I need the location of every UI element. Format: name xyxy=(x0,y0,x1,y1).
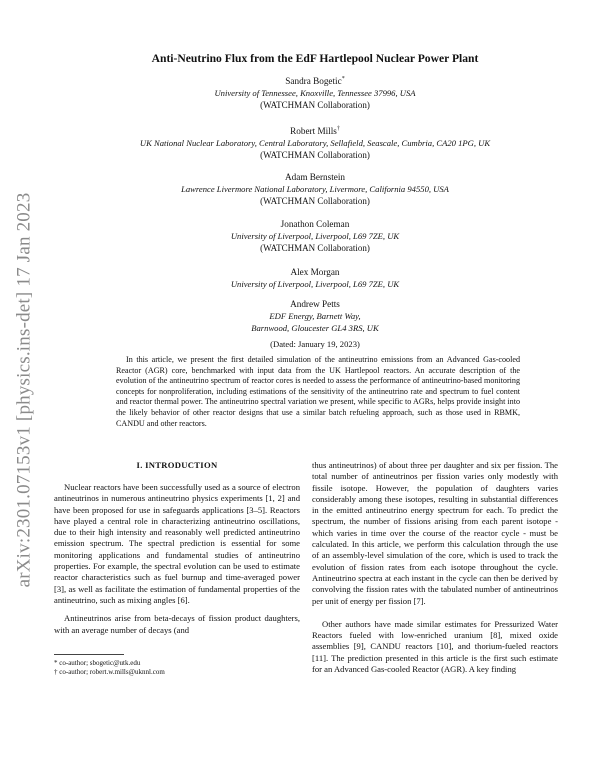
paragraph: thus antineutrinos) of about three per daughter and six per fission. The total number of antineutrinos per fission varies only modestly with fissile isotope. However, the population of daughters varies considerably among these isotopes, resulting in substantial differences in the emitted antineutrino energy spectrum for each. To predict the spectrum, the number of fissions arising from each parent isotope - which varies in time over the course of the reactor cycle - must be calculated. In this article, we perform this calculation through the use of an assembly-level simulation of the core, which is used to track the evolution of fission rates from each isotope throughout the cycle. Antineutrino spectra at each instant in the cycle can then be derived by convolving the fission rates with the tabulated number of antineutrinos per unit of energy per fission [7]. xyxy=(312,460,558,606)
abstract: In this article, we present the first detailed simulation of the antineutrino emissions from an Advanced Gas-cooled Reactor (AGR) core, benchmarked with input data from the UK Hartlepool reactors. An accurate description of the evolution of the antineutrino spectrum of reactor cores is needed to assess the performance of antineutrino-based monitoring concepts for nonproliferation, including estimations of the sensitivity of the antineutrino rate and spectrum to fuel content and reactor thermal power. The antineutrino spectral variation we present, while specific to AGRs, helps provide insight into the likely behavior of other reactor designs that use a similar batch refueling approach, such as those used in RBMK, CANDU and other reactors. xyxy=(116,355,520,428)
author-affiliation: Lawrence Livermore National Laboratory, Livermore, California 94550, USA xyxy=(181,184,449,194)
footnote: * co-author; sbogetic@utk.edu xyxy=(54,659,141,667)
author-collaboration: (WATCHMAN Collaboration) xyxy=(260,196,370,206)
footnotes xyxy=(54,659,300,677)
author-block-2 xyxy=(60,123,570,161)
paragraph: Antineutrinos arise from beta-decays of fission product daughters, with an average number of decays (and xyxy=(54,613,300,635)
author-name: Andrew Petts xyxy=(290,299,340,309)
author-block-3 xyxy=(60,171,570,207)
author-collaboration: (WATCHMAN Collaboration) xyxy=(260,100,370,111)
author-affiliation: University of Liverpool, Liverpool, L69 7ZE, UK xyxy=(230,279,400,289)
author-name: Robert Mills† xyxy=(290,126,340,137)
arxiv-identifier xyxy=(6,180,42,600)
author-affiliation: Barnwood, Gloucester GL4 3RS, UK xyxy=(251,323,379,333)
author-affiliation: EDF Energy, Barnett Way, xyxy=(269,311,361,321)
text-column-right xyxy=(312,460,558,675)
author-affiliation: University of Tennessee, Knoxville, Tennessee 37996, USA xyxy=(214,88,416,99)
text-column-left xyxy=(54,482,300,636)
author-collaboration: (WATCHMAN Collaboration) xyxy=(260,243,370,253)
paragraph: Nuclear reactors have been successfully used as a source of electron antineutrinos in numerous antineutrino physics experiments [1, 2] and have been proposed for use in safeguards applications [3–5]. Reactors have played a central role in characterizing antineutrino oscillations, due to their high intensity and reasonably well predicted antineutrino emission spectrum. The spectral prediction is essential for some monitoring applications and fundamental studies of antineutrino properties. For example, the spectral evolution can be used to estimate reactor characteristics such as fuel burnup and time-averaged power [3], as well as facilitate the estimation of fundamental properties of the antineutrino, such as mixing angles [6]. xyxy=(54,482,300,605)
author-block-5 xyxy=(60,266,570,290)
section-heading-introduction: I. INTRODUCTION xyxy=(136,460,218,470)
author-name: Jonathon Coleman xyxy=(280,219,350,229)
author-block-1 xyxy=(60,73,570,111)
paragraph: Other authors have made similar estimates for Pressurized Water Reactors fueled with low-enriched uranium [8], mixed oxide assemblies [9], CANDU reactors [10], and thorium-fueled reactors [11]. The prediction presented in this article is the first such estimate for an Advanced Gas-cooled Reactor (AGR). A key finding xyxy=(312,618,558,675)
author-affiliation: University of Liverpool, Liverpool, L69 7ZE, UK xyxy=(230,231,400,241)
author-name: Alex Morgan xyxy=(290,267,340,277)
arxiv-identifier-text: arXiv:2301.07153v1 [physics.ins-det] 17 Jan 2023 xyxy=(13,192,34,588)
paper-title: Anti-Neutrino Flux from the EdF Hartlepool Nuclear Power Plant xyxy=(151,52,479,65)
author-affiliation: UK National Nuclear Laboratory, Central Laboratory, Sellafield, Seascale, Cumbria, CA20 1PG, UK xyxy=(139,138,491,149)
author-name: Sandra Bogetic* xyxy=(285,76,345,87)
author-collaboration: (WATCHMAN Collaboration) xyxy=(260,150,370,161)
author-block-4 xyxy=(60,218,570,254)
author-name: Adam Bernstein xyxy=(285,172,345,182)
dated-line: (Dated: January 19, 2023) xyxy=(270,339,360,349)
footnote-rule xyxy=(54,654,124,655)
author-block-6 xyxy=(60,298,570,334)
footnote: † co-author; robert.w.mills@uknnl.com xyxy=(54,668,165,677)
